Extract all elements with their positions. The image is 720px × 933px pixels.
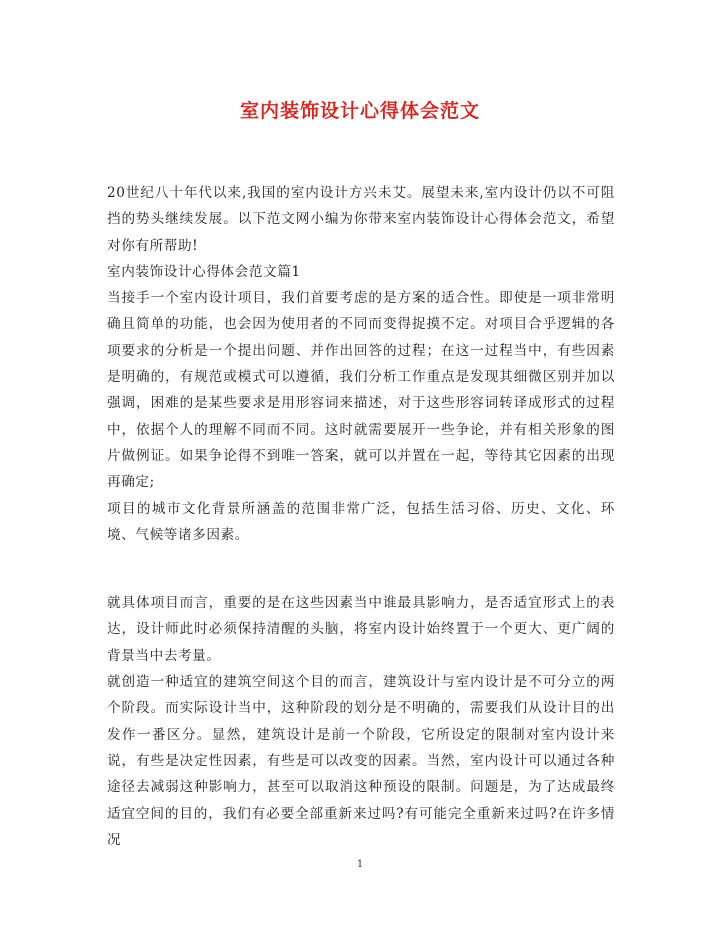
body-paragraph-1: 当接手一个室内设计项目，我们首要考虑的是方案的适合性。即使是一项非常明确且简单的功能，也会因为使用者的不同而变得捉摸不定。对项目合乎逻辑的各项要求的分析是一个提出问题、并作出回答的过程；在这一过程当中，有些因素是明确的，有规范或模式可以遵循，我们分析工作重点是发现其细微区别并加以强调，困难的是某些要求是用形容词来描述，对于这些形容词转译成形式的过程中，依据个人的理解不同而不同。这时就需要展开一些争论，并有相关形象的图片做例证。如果争论得不到唯一答案，就可以并置在一起，等待其它因素的出现再确定;	[107, 290, 615, 491]
body-paragraph-3: 就具体项目而言，重要的是在这些因素当中谁最具影响力，是否适宜形式上的表达，设计师此时必须保持清醒的头脑，将室内设计始终置于一个更大、更广阔的背景当中去考量。	[107, 595, 615, 664]
intro-paragraph: 20世纪八十年代以来,我国的室内设计方兴未艾。展望未来,室内设计仍以不可阻挡的势头继续发展。以下范文网小编为你带来室内装饰设计心得体会范文，希望对你有所帮助!	[107, 185, 615, 254]
page-number: 1	[356, 859, 364, 870]
body-paragraph-4: 就创造一种适宜的建筑空间这个目的而言，建筑设计与室内设计是不可分立的两个阶段。而实际设计当中，这种阶段的划分是不明确的，需要我们从设计目的出发作一番区分。显然，建筑设计是前一个阶段，它所设定的限制对室内设计来说，有些是决定性因素，有些是可以改变的因素。当然，室内设计可以通过各种途径去减弱这种影响力，甚至可以取消这种预设的限制。问题是，为了达成最终适宜空间的目的，我们有必要全部重新来过吗?有可能完全重新来过吗?在许多情况	[107, 674, 615, 848]
document-title: 室内装饰设计心得体会范文	[239, 100, 480, 122]
section-heading: 室内装饰设计心得体会范文篇1	[107, 263, 301, 280]
paragraph-gap	[107, 548, 615, 590]
body-paragraph-2: 项目的城市文化背景所涵盖的范围非常广泛，包括生活习俗、历史、文化、环境、气候等诸多因素。	[107, 500, 615, 543]
document-body	[107, 180, 615, 853]
